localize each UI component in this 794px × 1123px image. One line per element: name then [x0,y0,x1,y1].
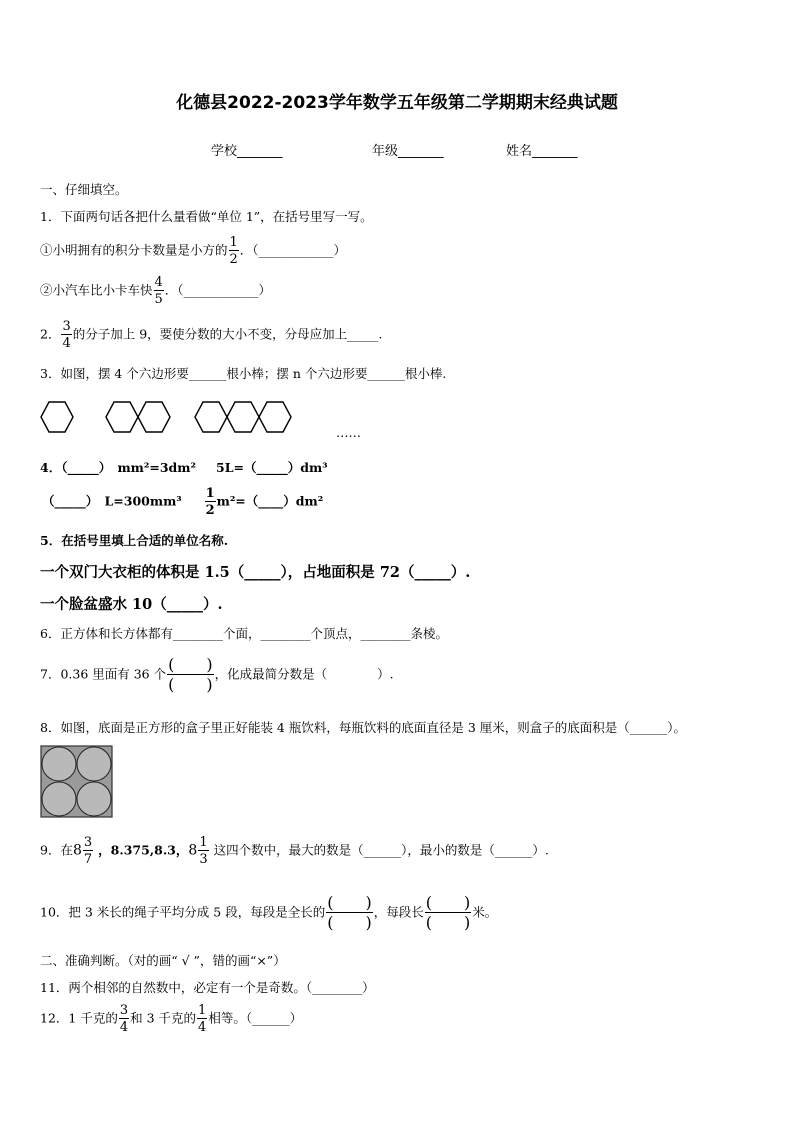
grade-field: 年级_______ [372,144,444,159]
section-1-heading: 一、仔细填空。 [40,182,128,197]
fraction-denominator: ( ) [168,675,213,694]
fraction [205,487,216,517]
q12-pre: 12．1 千克的 [40,1010,118,1026]
fraction-denominator: ( ) [425,913,471,932]
question-5-line-2: 一个脸盆盛水 10（_____）. [40,596,223,613]
fraction-numerator: 4 [154,275,163,290]
section-2-heading: 二、准确判断。（对的画“ √ ”，错的画“×”） [40,953,286,968]
fraction [229,236,239,266]
fraction-numerator: 1 [198,1003,207,1018]
q9-pre: 9．在 [40,842,73,858]
bottles-in-box-figure [40,745,114,819]
bottle-circle [42,782,76,816]
fraction-numerator: 3 [83,835,93,850]
question-4-line-1a: 4．（_____） mm²=3dm² [40,460,196,475]
question-10 [40,895,497,931]
hexagon [227,402,259,432]
q1-sub2-pre: ②小汽车比小卡车快 [40,282,153,298]
question-9 [40,836,549,866]
question-8: 8．如图，底面是正方形的盒子里正好能装 4 瓶饮料，每瓶饮料的底面直径是 3 厘米，则盒子的底面积是（______）。 [40,720,687,735]
fraction-numerator: ( ) [425,893,471,912]
fraction-numerator: ( ) [168,655,213,674]
q12-post: 相等。（______） [208,1010,303,1026]
fraction-denominator: 4 [198,1020,207,1035]
fraction-denominator: 5 [154,292,163,307]
hexagon [259,402,291,432]
question-12 [40,1004,302,1034]
blank-fraction [326,895,373,931]
fraction [83,836,93,866]
question-1: 1．下面两句话各把什么量看做“单位 1”，在括号里写一写。 [40,209,373,224]
question-1-sub-1 [40,236,346,266]
bottle-circle [77,747,111,781]
bottle-circle [42,747,76,781]
fraction [61,320,71,350]
q10-post: 米。 [472,904,498,920]
school-field: 学校_______ [211,144,283,159]
blank-fraction [425,895,472,931]
fraction [119,1004,129,1034]
fraction [197,1004,207,1034]
fraction [154,276,164,306]
page-title: 化德县2022-2023学年数学五年级第二学期期末经典试题 [176,93,618,113]
q12-mid: 和 3 千克的 [130,1010,197,1026]
hexagon [41,402,73,432]
q4-line2a: （_____） L=300mm³ [42,493,182,509]
fraction-numerator: ( ) [327,893,372,912]
q9-post: 这四个数中，最大的数是（______），最小的数是（______）. [213,842,549,858]
fraction-numerator: 1 [205,486,215,501]
hexagon [106,402,138,432]
question-5-line-1: 一个双门大衣柜的体积是 1.5（_____），占地面积是 72（_____）. [40,564,471,581]
hexagon-figure [36,398,356,444]
question-11: 11．两个相邻的自然数中，必定有一个是奇数。（________） [40,980,375,995]
hexagon [195,402,227,432]
name-field: 姓名_______ [506,144,578,159]
question-7 [40,657,394,693]
fraction-numerator: 1 [229,235,238,250]
q9-mid: ，8.375,8.3， [98,842,189,858]
fraction-denominator: 3 [199,852,208,867]
question-1-sub-2 [40,276,271,306]
hexagon [138,402,170,432]
q10-pre: 10．把 3 米长的绳子平均分成 5 段，每段是全长的 [40,904,326,920]
bottle-circle [77,782,111,816]
question-5: 5．在括号里填上合适的单位名称. [40,533,229,548]
blank-fraction [167,657,214,693]
mixed-whole: 8 [188,842,198,859]
fraction-numerator: 3 [119,1003,129,1018]
question-2 [40,320,382,350]
mixed-whole: 8 [72,842,82,859]
q10-mid: ，每段长 [373,904,424,920]
fraction-numerator: 3 [62,319,71,334]
q7-post: ，化成最简分数是（ ）. [214,666,394,682]
q1-sub1-pre: ①小明拥有的积分卡数量是小方的 [40,242,228,258]
fraction-numerator: 1 [199,835,208,850]
ellipsis: …… [336,425,361,440]
q7-pre: 7．0.36 里面有 36 个 [40,666,167,682]
q1-sub1-post: ．（____________） [239,242,347,258]
fraction [198,836,208,866]
question-3: 3．如图，摆 4 个六边形要______根小棒；摆 n 个六边形要______根小棒. [40,366,447,381]
q2-post: 的分子加上 9，要使分数的大小不变，分母应加上_____. [72,326,383,342]
question-6: 6．正方体和长方体都有________个面，________个顶点，________条棱。 [40,626,448,641]
fraction-denominator: 7 [83,852,93,867]
question-4-line-1b: 5L=（_____）dm³ [216,460,328,475]
fraction-denominator: 4 [62,336,71,351]
q2-pre: 2． [40,326,61,342]
question-4-line-2 [42,487,323,517]
q1-sub2-post: ．（____________） [164,282,272,298]
fraction-denominator: 2 [205,503,215,518]
fraction-denominator: 2 [229,252,238,267]
fraction-denominator: 4 [119,1020,129,1035]
q4-line2b: m²=（____）dm² [216,493,324,509]
fraction-denominator: ( ) [327,913,372,932]
